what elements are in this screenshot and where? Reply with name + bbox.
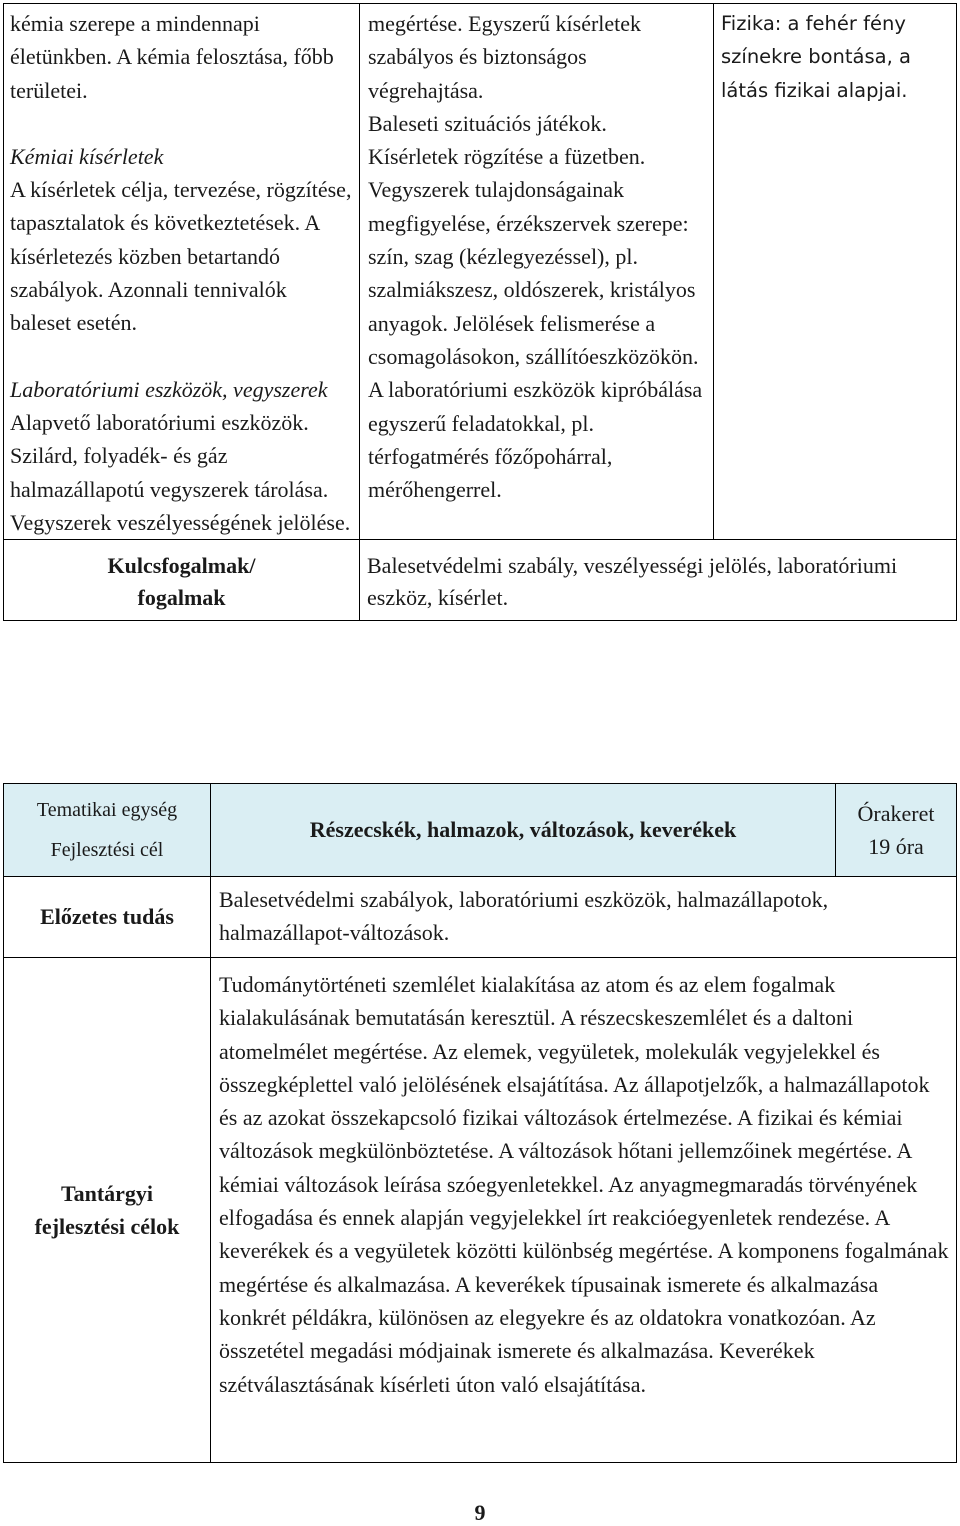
goals-row <box>4 958 957 1463</box>
key-label-line: Kulcsfogalmak/ <box>107 553 256 579</box>
page-number: 9 <box>474 1500 486 1525</box>
hours-value: 19 óra <box>868 834 924 859</box>
goals-label-line: fejlesztési célok <box>34 1214 180 1239</box>
paragraph: Fizika: a fehér fény színekre bontása, a látás fizikai alapjai. <box>721 12 911 102</box>
activities-column <box>360 4 714 540</box>
paragraph: megértése. Egyszerű kísérletek szabályos és biztonságos végrehajtása. <box>368 11 642 103</box>
paragraph: Alapvető laboratóriumi eszközök. Szilárd, folyadék- és gáz halmazállapotú vegyszerek tárolása. Vegyszerek veszélyességének jelölése. <box>10 409 351 535</box>
hours-cell <box>836 784 957 877</box>
key-concepts-label <box>4 540 360 621</box>
subheading-lab-tools: Laboratóriumi eszközök, vegyszerek <box>10 376 328 402</box>
subheading-experiments: Kémiai kísérletek <box>10 143 164 169</box>
paragraph: A kísérletek célja, tervezése, rögzítése, tapasztalatok és következtetések. A kísérletezés közben betartandó szabályok. Azonnali tennivalók baleset esetén. <box>10 177 352 336</box>
prior-knowledge-row <box>4 877 957 958</box>
prior-knowledge-label: Előzetes tudás <box>4 877 211 958</box>
paragraph: kémia szerepe a mindennapi életünkben. A kémia felosztása, főbb területei. <box>10 11 334 103</box>
paragraph: Baleseti szituációs játékok. <box>368 110 607 136</box>
key-label-line: fogalmak <box>137 585 226 611</box>
content-column <box>4 4 360 540</box>
unit-header-row <box>4 784 957 877</box>
connections-column <box>714 4 957 540</box>
goals-label <box>4 958 211 1463</box>
prior-knowledge-value: Balesetvédelmi szabályok, laboratóriumi eszközök, halmazállapotok, halmazállapot-változások. <box>211 877 957 958</box>
header-label-line: Fejlesztési cél <box>50 839 164 861</box>
goals-label-line: Tantárgyi <box>60 1180 154 1206</box>
content-table <box>3 3 957 621</box>
content-row <box>4 4 957 540</box>
paragraph: Vegyszerek tulajdonságainak megfigyelése, érzékszervek szerepe: szín, szag (kézlegyezéssel), pl. szalmiákszesz, oldószerek, kristályos anyagok. Jelölések felismerése a csomagolásokon, szállítóeszközökön. A laboratóriumi eszközök kipróbálása egyszerű feladatokkal, pl. térfogatmérés főzőpohárral, mérőhengerrel. <box>368 177 703 503</box>
key-concepts-value: Balesetvédelmi szabály, veszélyességi jelölés, laboratóriumi eszköz, kísérlet. <box>360 540 957 621</box>
hours-label: Órakeret <box>857 801 935 826</box>
goals-value: Tudománytörténeti szemlélet kialakítása az atom és az elem fogalmak kialakulásának bemutatásán keresztül. A részecskeszemlélet és a daltoni atomelmélet megértése. Az elemek, vegyületek, molekulák vegyjelekkel és összegképlettel való jelölésének elsajátítása. Az állapotjelzők, a halmazállapotok és az azokat összekapcsoló fizikai változások értelmezése. A fizikai és kémiai változások megkülönböztetése. A változások hőtani jellemzőinek megértése. A kémiai változások leírása szóegyenletekkel. Az anyagmegmaradás törvényének elfogadása és ennek alapján vegyjelekkel írt reakcióegyenletek rendezése. A keverékek és a vegyületek közötti különbség megértése. A komponens fogalmának megértése és alkalmazása. A keverékek típusainak ismerete és alkalmazása konkrét példákra, különösen az elegyekre és az oldatokra vonatkozóan. Az összetétel megadási módjainak ismerete és alkalmazása. Keverékek szétválasztásának kísérleti úton való elsajátítása. <box>211 958 957 1463</box>
key-concepts-row <box>4 540 957 621</box>
unit-table <box>3 783 957 1463</box>
paragraph: Kísérletek rögzítése a füzetben. <box>368 144 646 170</box>
header-label-line: Tematikai egység <box>36 799 178 821</box>
unit-header-label <box>4 784 211 877</box>
unit-title: Részecskék, halmazok, változások, keverékek <box>211 784 836 877</box>
